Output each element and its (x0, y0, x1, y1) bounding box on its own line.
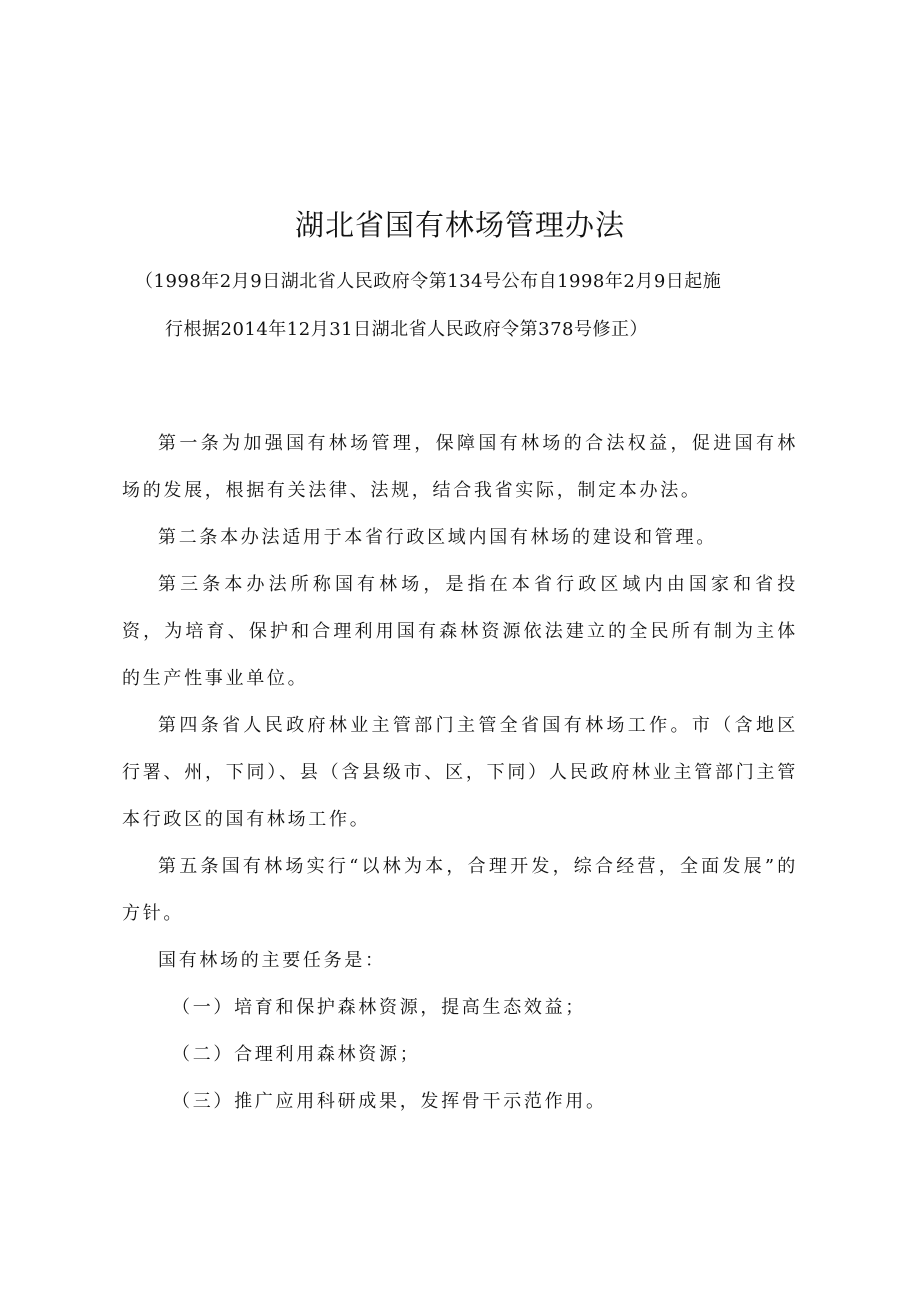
article-2-paragraph: 第二条本办法适用于本省行政区域内国有林场的建设和管理。 (158, 527, 717, 548)
article-1-paragraph: 第一条为加强国有林场管理，保障国有林场的合法权益，促进国有林场的发展，根据有关法律、法规，结合我省实际，制定本办法。 (122, 433, 798, 501)
article-4-paragraph: 第四条省人民政府林业主管部门主管全省国有林场工作。市（含地区行署、州，下同）、县（含县级市、区，下同）人民政府林业主管部门主管本行政区的国有林场工作。 (122, 715, 798, 830)
document-body (122, 420, 798, 1125)
tasks-intro-paragraph: 国有林场的主要任务是： (158, 950, 386, 971)
task-item-3: （三）推广应用科研成果，发挥骨干示范作用。 (172, 1091, 607, 1112)
subtitle-line-1: （1998年2月9日湖北省人民政府令第134号公布自1998年2月9日起施 (135, 271, 722, 292)
subtitle-line-2: 行根据2014年12月31日湖北省人民政府令第378号修正） (165, 319, 648, 340)
article-3-paragraph: 第三条本办法所称国有林场，是指在本省行政区域内由国家和省投资，为培育、保护和合理利用国有森林资源依法建立的全民所有制为主体的生产性事业单位。 (122, 574, 798, 689)
task-item-1: （一）培育和保护森林资源，提高生态效益； (172, 997, 586, 1018)
document-title: 湖北省国有林场管理办法 (294, 208, 625, 242)
document-subtitle (135, 258, 795, 354)
article-5-paragraph: 第五条国有林场实行“以林为本，合理开发，综合经营，全面发展”的方针。 (122, 856, 798, 924)
task-item-2: （二）合理利用森林资源； (172, 1044, 421, 1065)
